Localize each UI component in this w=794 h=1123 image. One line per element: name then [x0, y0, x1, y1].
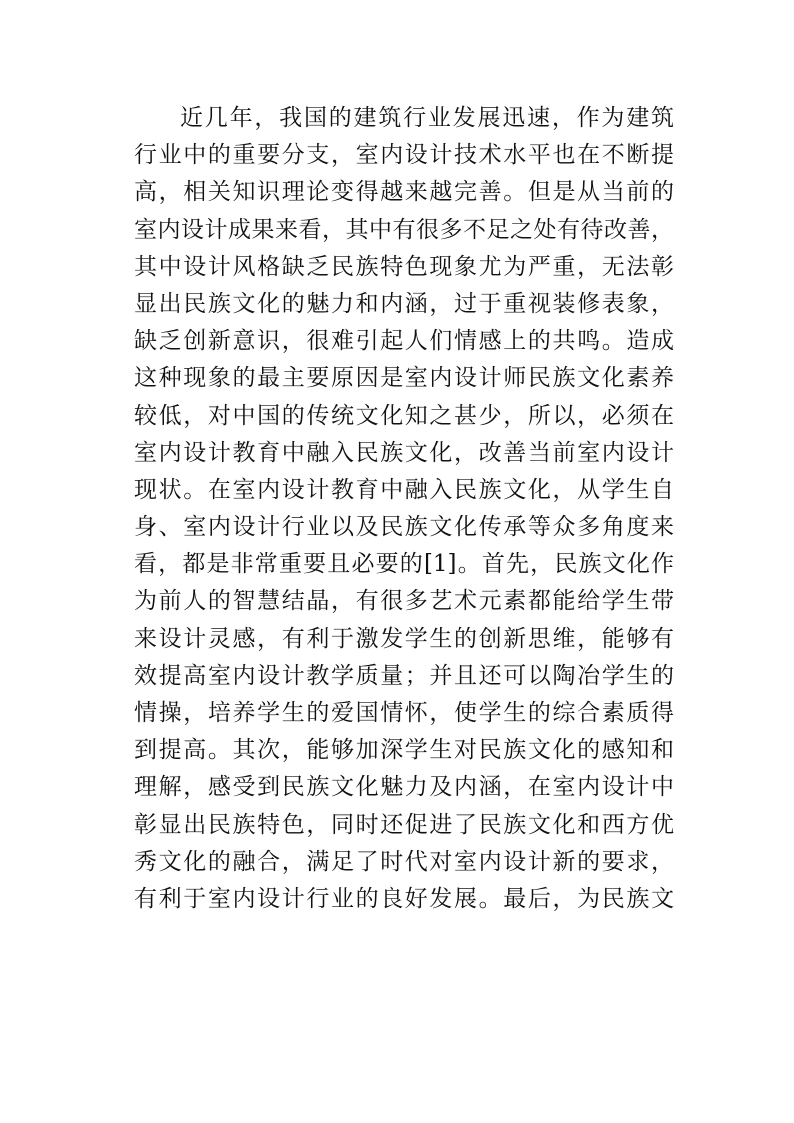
paragraph-line-7: 缺乏创新意识，很难引起人们情感上的共鸣。造成	[134, 328, 674, 355]
paragraph-line-3: 高，相关知识理论变得越来越完善。但是从当前的	[134, 179, 674, 206]
paragraph-line-5: 其中设计风格缺乏民族特色现象尤为严重，无法彰	[134, 253, 674, 280]
paragraph-line-22: 有利于室内设计行业的良好发展。最后，为民族文	[134, 885, 674, 912]
paragraph-line-15: 来设计灵感，有利于激发学生的创新思维，能够有	[134, 625, 674, 652]
body-paragraph	[134, 100, 674, 918]
paragraph-line-11: 现状。在室内设计教育中融入民族文化，从学生自	[134, 476, 674, 503]
paragraph-line-8: 这种现象的最主要原因是室内设计师民族文化素养	[134, 365, 674, 392]
paragraph-line-19: 理解，感受到民族文化魅力及内涵，在室内设计中	[134, 774, 674, 801]
paragraph-line-18: 到提高。其次，能够加深学生对民族文化的感知和	[134, 737, 674, 764]
paragraph-line-10: 室内设计教育中融入民族文化，改善当前室内设计	[134, 439, 674, 466]
paragraph-line-2: 行业中的重要分支，室内设计技术水平也在不断提	[134, 142, 674, 169]
paragraph-line-4: 室内设计成果来看，其中有很多不足之处有待改善，	[134, 216, 674, 243]
paragraph-line-6: 显出民族文化的魅力和内涵，过于重视装修表象，	[134, 290, 674, 317]
paragraph-line-14: 为前人的智慧结晶，有很多艺术元素都能给学生带	[134, 588, 674, 615]
paragraph-line-16: 效提高室内设计教学质量；并且还可以陶冶学生的	[134, 662, 674, 689]
paragraph-line-17: 情操，培养学生的爱国情怀，使学生的综合素质得	[134, 700, 674, 726]
paragraph-line-9: 较低，对中国的传统文化知之甚少，所以，必须在	[134, 402, 674, 429]
paragraph-line-12: 身、室内设计行业以及民族文化传承等众多角度来	[134, 514, 674, 541]
paragraph-line-20: 彰显出民族特色，同时还促进了民族文化和西方优	[134, 811, 674, 838]
paragraph-line-1: 近几年，我国的建筑行业发展迅速，作为建筑	[180, 105, 674, 131]
paragraph-line-21: 秀文化的融合，满足了时代对室内设计新的要求，	[134, 848, 674, 875]
paragraph-line-13: 看，都是非常重要且必要的[1]。首先，民族文化作	[134, 551, 674, 578]
